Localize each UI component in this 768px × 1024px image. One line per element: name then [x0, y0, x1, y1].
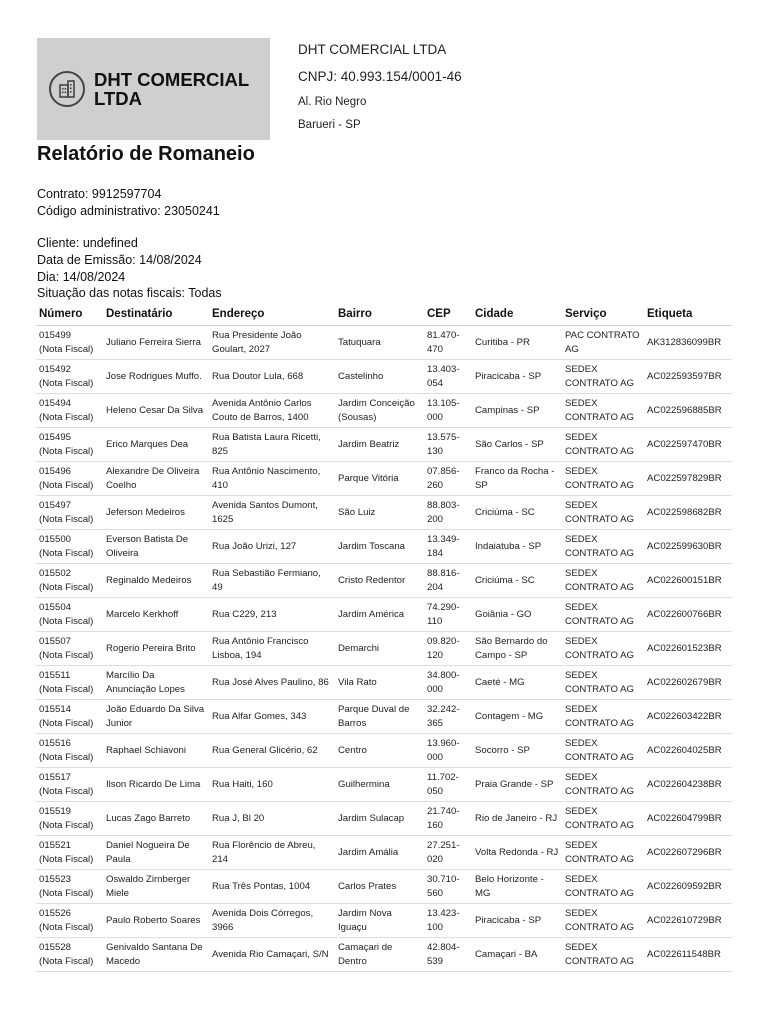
- cell-numero: [36, 360, 103, 394]
- romaneio-table: [36, 306, 732, 972]
- invoice-number: 015526: [39, 908, 72, 919]
- cell-cep: 11.702-050: [424, 768, 472, 802]
- cell-etiqueta: AC022604799BR: [644, 802, 732, 836]
- invoice-number: 015496: [39, 466, 72, 477]
- col-header-destinatario: Destinatário: [103, 306, 209, 326]
- cell-bairro: Castelinho: [335, 360, 424, 394]
- cell-etiqueta: AC022599630BR: [644, 530, 732, 564]
- cell-destinatario: Rogerio Pereira Brito: [103, 632, 209, 666]
- cell-endereco: Rua General Glicério, 62: [209, 734, 335, 768]
- logo-title: DHT COMERCIAL LTDA: [94, 69, 250, 109]
- cell-endereco: Avenida Dois Córregos, 3966: [209, 904, 335, 938]
- cell-numero: [36, 530, 103, 564]
- cell-cidade: Belo Horizonte - MG: [472, 870, 562, 904]
- day: Dia: 14/08/2024: [37, 270, 126, 284]
- table-row: [36, 632, 732, 666]
- cell-servico: SEDEX CONTRATO AG: [562, 428, 644, 462]
- invoice-type: (Nota Fiscal): [39, 921, 94, 933]
- cell-cidade: Rio de Janeiro - RJ: [472, 802, 562, 836]
- cell-cidade: Camaçari - BA: [472, 938, 562, 972]
- cell-servico: SEDEX CONTRATO AG: [562, 632, 644, 666]
- invoice-type: (Nota Fiscal): [39, 513, 94, 525]
- cell-cep: 42.804-539: [424, 938, 472, 972]
- table-row: [36, 734, 732, 768]
- cell-cep: 13.105-000: [424, 394, 472, 428]
- table-row: [36, 836, 732, 870]
- table-row: [36, 326, 732, 360]
- invoice-number: 015523: [39, 874, 72, 885]
- cell-bairro: São Luiz: [335, 496, 424, 530]
- cell-endereco: Avenida Antônio Carlos Couto de Barros, 1400: [209, 394, 335, 428]
- company-name: DHT COMERCIAL LTDA: [298, 42, 447, 57]
- admin-code: Código administrativo: 23050241: [37, 204, 220, 218]
- cell-endereco: Rua Florêncio de Abreu, 214: [209, 836, 335, 870]
- invoice-type: (Nota Fiscal): [39, 377, 94, 389]
- invoice-type: (Nota Fiscal): [39, 581, 94, 593]
- cell-endereco: Avenida Santos Dumont, 1625: [209, 496, 335, 530]
- invoice-type: (Nota Fiscal): [39, 785, 94, 797]
- cell-endereco: Rua Haiti, 160: [209, 768, 335, 802]
- cell-cep: 88.816-204: [424, 564, 472, 598]
- cell-cep: 32.242-365: [424, 700, 472, 734]
- invoice-type: (Nota Fiscal): [39, 547, 94, 559]
- invoice-type: (Nota Fiscal): [39, 751, 94, 763]
- invoice-number: 015494: [39, 398, 72, 409]
- cell-servico: SEDEX CONTRATO AG: [562, 870, 644, 904]
- cell-bairro: Jardim Nova Iguaçu: [335, 904, 424, 938]
- cell-servico: SEDEX CONTRATO AG: [562, 768, 644, 802]
- cell-etiqueta: AC022604238BR: [644, 768, 732, 802]
- cell-etiqueta: AC022609592BR: [644, 870, 732, 904]
- invoice-type: (Nota Fiscal): [39, 819, 94, 831]
- cell-cidade: Curitiba - PR: [472, 326, 562, 360]
- cell-numero: [36, 802, 103, 836]
- cell-numero: [36, 938, 103, 972]
- table-row: [36, 360, 732, 394]
- cell-numero: [36, 564, 103, 598]
- cell-endereco: Rua José Alves Paulino, 86: [209, 666, 335, 700]
- cell-numero: [36, 768, 103, 802]
- invoice-number: 015516: [39, 738, 72, 749]
- cell-cidade: Criciúma - SC: [472, 496, 562, 530]
- cell-bairro: Carlos Prates: [335, 870, 424, 904]
- cell-bairro: Parque Duval de Barros: [335, 700, 424, 734]
- cell-bairro: Jardim Toscana: [335, 530, 424, 564]
- cell-etiqueta: AC022607296BR: [644, 836, 732, 870]
- cell-etiqueta: AC022600766BR: [644, 598, 732, 632]
- cell-servico: PAC CONTRATO AG: [562, 326, 644, 360]
- cell-numero: [36, 700, 103, 734]
- cell-cidade: Volta Redonda - RJ: [472, 836, 562, 870]
- cell-etiqueta: AC022611548BR: [644, 938, 732, 972]
- cell-cep: 07.856-260: [424, 462, 472, 496]
- cell-etiqueta: AC022597470BR: [644, 428, 732, 462]
- cell-etiqueta: AC022600151BR: [644, 564, 732, 598]
- invoice-type: (Nota Fiscal): [39, 955, 94, 967]
- cell-cep: 13.349-184: [424, 530, 472, 564]
- table-row: [36, 428, 732, 462]
- client: Cliente: undefined: [37, 236, 138, 250]
- cell-servico: SEDEX CONTRATO AG: [562, 836, 644, 870]
- company-address: Al. Rio Negro: [298, 96, 367, 108]
- cell-servico: SEDEX CONTRATO AG: [562, 938, 644, 972]
- cell-endereco: Rua Antônio Nascimento, 410: [209, 462, 335, 496]
- table-row: [36, 598, 732, 632]
- issue-date: Data de Emissão: 14/08/2024: [37, 253, 202, 267]
- invoice-type: (Nota Fiscal): [39, 717, 94, 729]
- cell-endereco: Rua Doutor Lula, 668: [209, 360, 335, 394]
- invoice-number: 015504: [39, 602, 72, 613]
- table-row: [36, 700, 732, 734]
- table-row: [36, 938, 732, 972]
- cell-etiqueta: AC022596885BR: [644, 394, 732, 428]
- cell-bairro: Camaçari de Dentro: [335, 938, 424, 972]
- cell-cep: 21.740-160: [424, 802, 472, 836]
- contract-number: Contrato: 9912597704: [37, 187, 162, 201]
- cell-servico: SEDEX CONTRATO AG: [562, 360, 644, 394]
- col-header-cep: CEP: [424, 306, 472, 326]
- cell-destinatario: Erico Marques Dea: [103, 428, 209, 462]
- cell-cep: 34.800-000: [424, 666, 472, 700]
- cell-destinatario: Oswaldo Zirnberger Miele: [103, 870, 209, 904]
- cell-endereco: Avenida Rio Camaçari, S/N: [209, 938, 335, 972]
- invoice-type: (Nota Fiscal): [39, 411, 94, 423]
- cell-numero: [36, 632, 103, 666]
- cell-etiqueta: AC022602679BR: [644, 666, 732, 700]
- cell-etiqueta: AC022601523BR: [644, 632, 732, 666]
- cell-cidade: Campinas - SP: [472, 394, 562, 428]
- report-title: Relatório de Romaneio: [37, 143, 255, 165]
- invoice-number: 015511: [39, 670, 71, 681]
- cell-servico: SEDEX CONTRATO AG: [562, 496, 644, 530]
- company-logo: [37, 38, 270, 140]
- cell-etiqueta: AC022603422BR: [644, 700, 732, 734]
- cell-cidade: Piracicaba - SP: [472, 904, 562, 938]
- cell-servico: SEDEX CONTRATO AG: [562, 564, 644, 598]
- cell-bairro: Centro: [335, 734, 424, 768]
- company-cnpj: CNPJ: 40.993.154/0001-46: [298, 69, 462, 84]
- cell-destinatario: Everson Batista De Oliveira: [103, 530, 209, 564]
- cell-destinatario: Jose Rodrigues Muffo.: [103, 360, 209, 394]
- cell-numero: [36, 666, 103, 700]
- cell-destinatario: Juliano Ferreira Sierra: [103, 326, 209, 360]
- cell-destinatario: João Eduardo Da Silva Junior: [103, 700, 209, 734]
- cell-etiqueta: AC022604025BR: [644, 734, 732, 768]
- cell-endereco: Rua Alfar Gomes, 343: [209, 700, 335, 734]
- cell-cep: 74.290-110: [424, 598, 472, 632]
- cell-endereco: Rua João Urizi, 127: [209, 530, 335, 564]
- table-row: [36, 496, 732, 530]
- cell-cidade: Caeté - MG: [472, 666, 562, 700]
- invoice-number: 015528: [39, 942, 72, 953]
- cell-numero: [36, 496, 103, 530]
- invoice-number: 015500: [39, 534, 72, 545]
- cell-numero: [36, 734, 103, 768]
- cell-bairro: Jardim Amália: [335, 836, 424, 870]
- cell-cidade: Criciúma - SC: [472, 564, 562, 598]
- cell-cidade: Praia Grande - SP: [472, 768, 562, 802]
- cell-bairro: Vila Rato: [335, 666, 424, 700]
- cell-bairro: Jardim Beatriz: [335, 428, 424, 462]
- cell-cidade: Indaiatuba - SP: [472, 530, 562, 564]
- col-header-servico: Serviço: [562, 306, 644, 326]
- cell-destinatario: Marcílio Da Anunciação Lopes: [103, 666, 209, 700]
- table-row: [36, 564, 732, 598]
- cell-bairro: Demarchi: [335, 632, 424, 666]
- cell-destinatario: Jeferson Medeiros: [103, 496, 209, 530]
- cell-destinatario: Raphael Schiavoni: [103, 734, 209, 768]
- invoice-type: (Nota Fiscal): [39, 445, 94, 457]
- cell-cep: 13.403-054: [424, 360, 472, 394]
- cell-cep: 30.710-560: [424, 870, 472, 904]
- invoice-type: (Nota Fiscal): [39, 649, 94, 661]
- invoice-status: Situação das notas fiscais: Todas: [37, 286, 222, 300]
- table-row: [36, 768, 732, 802]
- cell-bairro: Cristo Redentor: [335, 564, 424, 598]
- cell-servico: SEDEX CONTRATO AG: [562, 734, 644, 768]
- cell-destinatario: Paulo Roberto Soares: [103, 904, 209, 938]
- cell-endereco: Rua Três Pontas, 1004: [209, 870, 335, 904]
- cell-servico: SEDEX CONTRATO AG: [562, 530, 644, 564]
- cell-bairro: Jardim Conceição (Sousas): [335, 394, 424, 428]
- cell-etiqueta: AC022610729BR: [644, 904, 732, 938]
- cell-cep: 27.251-020: [424, 836, 472, 870]
- table-row: [36, 394, 732, 428]
- cell-destinatario: Alexandre De Oliveira Coelho: [103, 462, 209, 496]
- invoice-number: 015517: [39, 772, 72, 783]
- cell-etiqueta: AC022593597BR: [644, 360, 732, 394]
- cell-destinatario: Heleno Cesar Da Silva: [103, 394, 209, 428]
- cell-servico: SEDEX CONTRATO AG: [562, 598, 644, 632]
- cell-numero: [36, 598, 103, 632]
- cell-cep: 88.803-200: [424, 496, 472, 530]
- col-header-cidade: Cidade: [472, 306, 562, 326]
- cell-cep: 13.575-130: [424, 428, 472, 462]
- cell-cep: 09.820-120: [424, 632, 472, 666]
- cell-etiqueta: AK312836099BR: [644, 326, 732, 360]
- col-header-endereco: Endereço: [209, 306, 335, 326]
- cell-endereco: Rua Presidente João Goulart, 2027: [209, 326, 335, 360]
- cell-servico: SEDEX CONTRATO AG: [562, 802, 644, 836]
- cell-cep: 81.470-470: [424, 326, 472, 360]
- cell-numero: [36, 326, 103, 360]
- cell-destinatario: Reginaldo Medeiros: [103, 564, 209, 598]
- cell-cidade: Franco da Rocha - SP: [472, 462, 562, 496]
- table-row: [36, 666, 732, 700]
- table-row: [36, 802, 732, 836]
- cell-numero: [36, 394, 103, 428]
- cell-servico: SEDEX CONTRATO AG: [562, 904, 644, 938]
- cell-destinatario: Ilson Ricardo De Lima: [103, 768, 209, 802]
- invoice-type: (Nota Fiscal): [39, 853, 94, 865]
- table-row: [36, 462, 732, 496]
- invoice-number: 015499: [39, 330, 72, 341]
- cell-servico: SEDEX CONTRATO AG: [562, 394, 644, 428]
- cell-destinatario: Lucas Zago Barreto: [103, 802, 209, 836]
- cell-destinatario: Marcelo Kerkhoff: [103, 598, 209, 632]
- cell-endereco: Rua C229, 213: [209, 598, 335, 632]
- cell-endereco: Rua Antônio Francisco Lisboa, 194: [209, 632, 335, 666]
- invoice-type: (Nota Fiscal): [39, 343, 94, 355]
- cell-bairro: Jardim Sulacap: [335, 802, 424, 836]
- cell-servico: SEDEX CONTRATO AG: [562, 666, 644, 700]
- cell-destinatario: Genivaldo Santana De Macedo: [103, 938, 209, 972]
- invoice-type: (Nota Fiscal): [39, 683, 94, 695]
- invoice-number: 015497: [39, 500, 72, 511]
- cell-etiqueta: AC022597829BR: [644, 462, 732, 496]
- cell-servico: SEDEX CONTRATO AG: [562, 462, 644, 496]
- cell-bairro: Tatuquara: [335, 326, 424, 360]
- cell-bairro: Parque Vitória: [335, 462, 424, 496]
- invoice-type: (Nota Fiscal): [39, 479, 94, 491]
- invoice-number: 015492: [39, 364, 72, 375]
- invoice-type: (Nota Fiscal): [39, 615, 94, 627]
- cell-cidade: Piracicaba - SP: [472, 360, 562, 394]
- invoice-number: 015519: [39, 806, 72, 817]
- invoice-number: 015502: [39, 568, 72, 579]
- table-header-row: [36, 306, 732, 326]
- cell-cidade: Contagem - MG: [472, 700, 562, 734]
- cell-endereco: Rua Sebastião Fermiano, 49: [209, 564, 335, 598]
- col-header-numero: Número: [36, 306, 103, 326]
- cell-endereco: Rua J, Bl 20: [209, 802, 335, 836]
- cell-cep: 13.423-100: [424, 904, 472, 938]
- col-header-etiqueta: Etiqueta: [644, 306, 732, 326]
- company-city: Barueri - SP: [298, 119, 361, 131]
- invoice-number: 015507: [39, 636, 72, 647]
- cell-cep: 13.960-000: [424, 734, 472, 768]
- cell-etiqueta: AC022598682BR: [644, 496, 732, 530]
- cell-endereco: Rua Batista Laura Ricetti, 825: [209, 428, 335, 462]
- cell-bairro: Guilhermina: [335, 768, 424, 802]
- cell-cidade: São Carlos - SP: [472, 428, 562, 462]
- cell-cidade: São Bernardo do Campo - SP: [472, 632, 562, 666]
- cell-cidade: Socorro - SP: [472, 734, 562, 768]
- cell-numero: [36, 870, 103, 904]
- invoice-type: (Nota Fiscal): [39, 887, 94, 899]
- table-row: [36, 904, 732, 938]
- cell-cidade: Goiânia - GO: [472, 598, 562, 632]
- cell-numero: [36, 836, 103, 870]
- cell-numero: [36, 904, 103, 938]
- table-row: [36, 530, 732, 564]
- invoice-number: 015495: [39, 432, 72, 443]
- invoice-number: 015514: [39, 704, 72, 715]
- cell-servico: SEDEX CONTRATO AG: [562, 700, 644, 734]
- building-icon: [49, 71, 85, 107]
- cell-destinatario: Daniel Nogueira De Paula: [103, 836, 209, 870]
- col-header-bairro: Bairro: [335, 306, 424, 326]
- cell-numero: [36, 428, 103, 462]
- table-row: [36, 870, 732, 904]
- cell-bairro: Jardim América: [335, 598, 424, 632]
- cell-numero: [36, 462, 103, 496]
- invoice-number: 015521: [39, 840, 72, 851]
